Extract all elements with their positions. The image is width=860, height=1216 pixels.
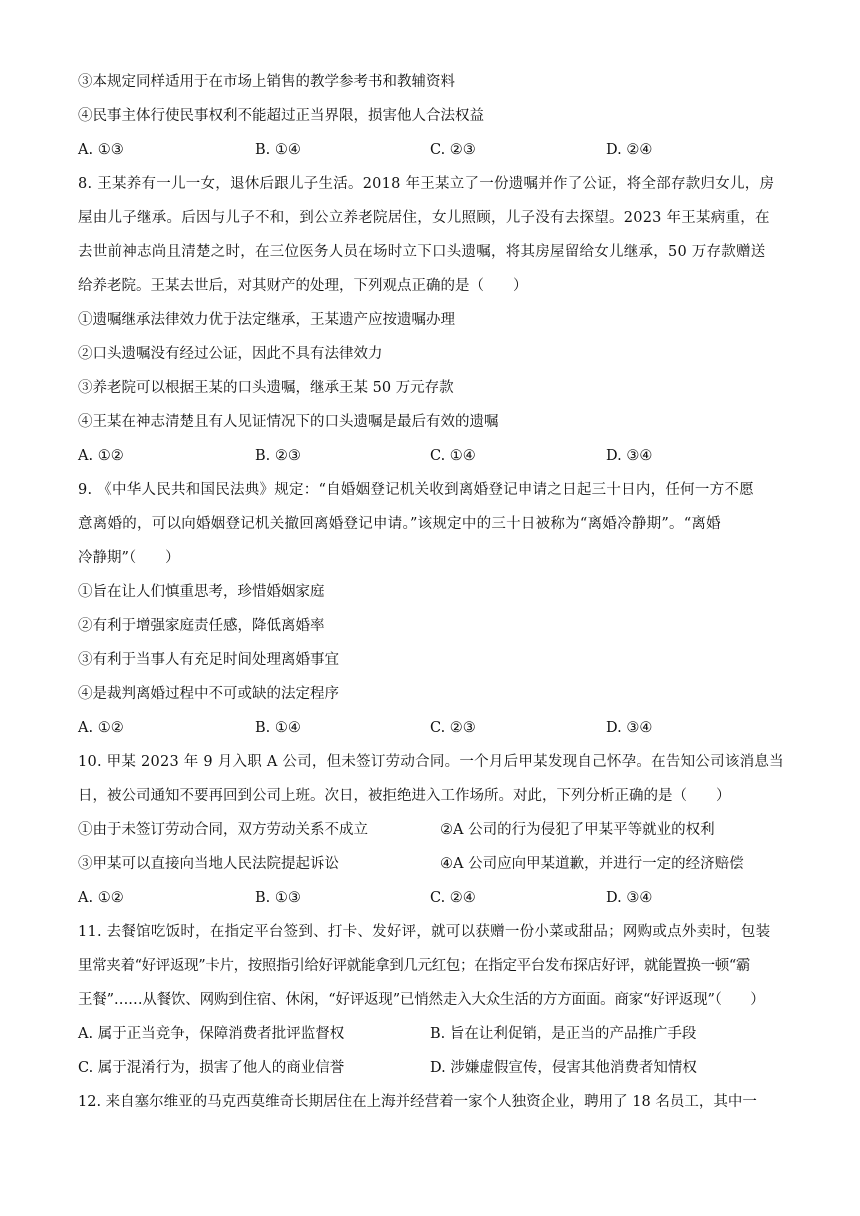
q9-item-1: ①旨在让人们慎重思考，珍惜婚姻家庭 <box>78 584 325 600</box>
q10-item-1: ①由于未签订劳动合同，双方劳动关系不成立 <box>78 822 368 838</box>
q10-item-2: ②A 公司的行为侵犯了甲某平等就业的权利 <box>440 822 715 838</box>
q10-option-b: B. ①③ <box>255 890 301 906</box>
q9-item-2: ②有利于增强家庭责任感，降低离婚率 <box>78 618 325 634</box>
q8-option-c: C. ①④ <box>430 448 476 464</box>
q9-option-c: C. ②③ <box>430 720 476 736</box>
q8-stem-line-1: 8. 王某养有一儿一女，退休后跟儿子生活。2018 年王某立了一份遗嘱并作了公证，将全部存款归女儿，房 <box>78 176 775 192</box>
q7-option-a: A. ①③ <box>78 142 124 158</box>
q9-item-3: ③有利于当事人有充足时间处理离婚事宜 <box>78 652 339 668</box>
q9-stem-line-2: 意离婚的，可以向婚姻登记机关撤回离婚登记申请。”该规定中的三十日被称为“离婚冷静期”。“离婚 <box>78 516 721 532</box>
q9-stem-line-1: 9. 《中华人民共和国民法典》规定：“自婚姻登记机关收到离婚登记申请之日起三十日内，任何一方不愿 <box>78 482 754 498</box>
q11-stem-line-3: 王餐”……从餐饮、网购到住宿、休闲，“好评返现”已悄然走入大众生活的方方面面。商家“好评返现”（ ） <box>78 992 765 1008</box>
q8-option-d: D. ③④ <box>606 448 653 464</box>
q10-option-a: A. ①② <box>78 890 124 906</box>
q9-option-d: D. ③④ <box>606 720 653 736</box>
q10-stem-line-1: 10. 甲某 2023 年 9 月入职 A 公司，但未签订劳动合同。一个月后甲某发现自己怀孕。在告知公司该消息当 <box>78 754 784 770</box>
q8-item-2: ②口头遗嘱没有经过公证，因此不具有法律效力 <box>78 346 383 362</box>
q11-option-a: A. 属于正当竞争，保障消费者批评监督权 <box>78 1026 345 1042</box>
q11-option-b: B. 旨在让利促销，是正当的产品推广手段 <box>430 1026 697 1042</box>
q10-item-3: ③甲某可以直接向当地人民法院提起诉讼 <box>78 856 339 872</box>
q9-stem-line-3: 冷静期”（ ） <box>78 550 180 566</box>
q7-item-3: ③本规定同样适用于在市场上销售的教学参考书和教辅资料 <box>78 74 455 90</box>
q8-option-b: B. ②③ <box>255 448 301 464</box>
q7-item-4: ④民事主体行使民事权利不能超过正当界限，损害他人合法权益 <box>78 108 484 124</box>
q8-item-1: ①遗嘱继承法律效力优于法定继承，王某遗产应按遗嘱办理 <box>78 312 455 328</box>
q9-option-b: B. ①④ <box>255 720 301 736</box>
q8-item-4: ④王某在神志清楚且有人见证情况下的口头遗嘱是最后有效的遗嘱 <box>78 414 499 430</box>
q8-stem-line-2: 屋由儿子继承。后因与儿子不和，到公立养老院居住，女儿照顾，儿子没有去探望。2023 年王某病重，在 <box>78 210 770 226</box>
q8-option-a: A. ①② <box>78 448 124 464</box>
q8-stem-line-4: 给养老院。王某去世后，对其财产的处理，下列观点正确的是（ ） <box>78 278 528 294</box>
q9-item-4: ④是裁判离婚过程中不可或缺的法定程序 <box>78 686 339 702</box>
q11-option-d: D. 涉嫌虚假宣传，侵害其他消费者知情权 <box>430 1060 697 1076</box>
q8-stem-line-3: 去世前神志尚且清楚之时，在三位医务人员在场时立下口头遗嘱，将其房屋留给女儿继承，50 万存款赠送 <box>78 244 766 260</box>
q7-option-b: B. ①④ <box>255 142 301 158</box>
q11-stem-line-2: 里常夹着“好评返现”卡片，按照指引给好评就能拿到几元红包；在指定平台发布探店好评，就能置换一顿“霸 <box>78 958 751 974</box>
q11-option-c: C. 属于混淆行为，损害了他人的商业信誉 <box>78 1060 345 1076</box>
q10-option-c: C. ②④ <box>430 890 476 906</box>
q7-option-d: D. ②④ <box>606 142 653 158</box>
q10-option-d: D. ③④ <box>606 890 653 906</box>
q9-option-a: A. ①② <box>78 720 124 736</box>
q10-stem-line-2: 日，被公司通知不要再回到公司上班。次日，被拒绝进入工作场所。对此，下列分析正确的是（ ） <box>78 788 731 804</box>
q10-item-4: ④A 公司应向甲某道歉，并进行一定的经济赔偿 <box>440 856 744 872</box>
q11-stem-line-1: 11. 去餐馆吃饭时，在指定平台签到、打卡、发好评，就可以获赠一份小菜或甜品；网购或点外卖时，包装 <box>78 924 771 940</box>
q8-item-3: ③养老院可以根据王某的口头遗嘱，继承王某 50 万元存款 <box>78 380 454 396</box>
q12-stem-line-1: 12. 来自塞尔维亚的马克西莫维奇长期居住在上海并经营着一家个人独资企业，聘用了 18 名员工，其中一 <box>78 1094 757 1110</box>
q7-option-c: C. ②③ <box>430 142 476 158</box>
